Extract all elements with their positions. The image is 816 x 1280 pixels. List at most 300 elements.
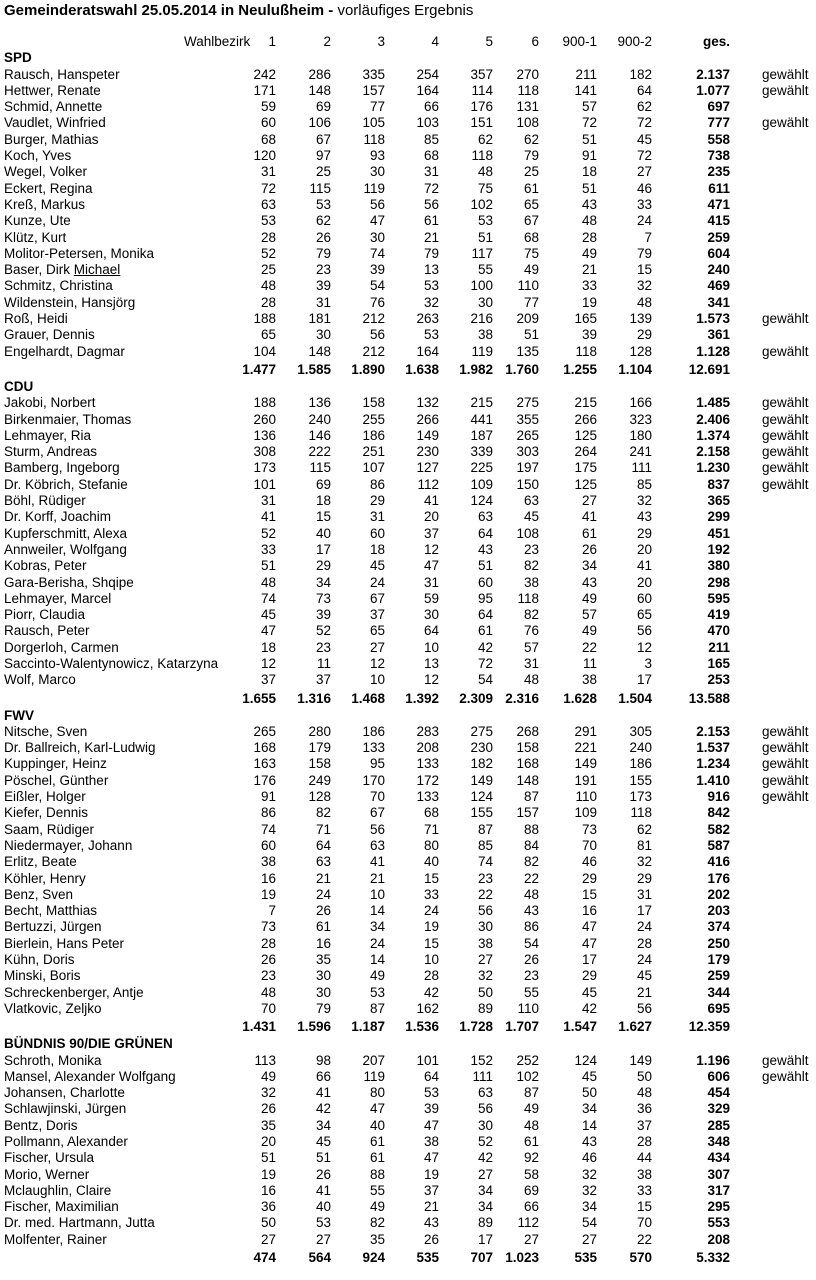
district-votes: 182 bbox=[629, 66, 652, 82]
party-total: 12.359 bbox=[688, 1019, 730, 1035]
district-votes: 60 bbox=[369, 525, 385, 541]
candidate-row bbox=[0, 854, 816, 870]
district-votes: 21 bbox=[315, 870, 331, 886]
district-votes: 63 bbox=[523, 493, 539, 509]
candidate-name bbox=[4, 607, 85, 623]
candidate-row bbox=[0, 344, 816, 360]
district-votes: 49 bbox=[260, 1068, 276, 1084]
district-votes: 101 bbox=[253, 476, 276, 492]
district-votes: 158 bbox=[362, 395, 385, 411]
district-votes: 38 bbox=[477, 935, 493, 951]
district-votes: 32 bbox=[636, 278, 652, 294]
district-votes: 105 bbox=[362, 115, 385, 131]
district-votes: 23 bbox=[523, 541, 539, 557]
district-votes: 186 bbox=[362, 427, 385, 443]
district-votes: 182 bbox=[470, 756, 493, 772]
district-votes: 149 bbox=[574, 756, 597, 772]
district-votes: 57 bbox=[523, 639, 539, 655]
district-votes: 128 bbox=[629, 343, 652, 359]
district-votes: 35 bbox=[260, 1117, 276, 1133]
district-votes: 30 bbox=[477, 919, 493, 935]
candidate-total: 1.077 bbox=[696, 82, 730, 98]
candidate-row bbox=[0, 591, 816, 607]
district-votes: 21 bbox=[581, 262, 597, 278]
district-votes: 47 bbox=[581, 919, 597, 935]
party-sum-row bbox=[0, 360, 816, 379]
district-votes: 30 bbox=[477, 1117, 493, 1133]
district-votes: 47 bbox=[369, 1101, 385, 1117]
district-votes: 79 bbox=[315, 1000, 331, 1016]
district-votes: 53 bbox=[423, 327, 439, 343]
district-votes: 166 bbox=[629, 395, 652, 411]
party-header-row bbox=[0, 50, 816, 66]
district-votes: 49 bbox=[369, 1199, 385, 1215]
district-votes: 48 bbox=[260, 984, 276, 1000]
district-votes: 251 bbox=[362, 444, 385, 460]
district-votes: 308 bbox=[253, 444, 276, 460]
candidate-name-underlined: Michael bbox=[73, 262, 121, 278]
candidate-name-text: Vlatkovic, Zeljko bbox=[4, 1000, 102, 1016]
candidate-row bbox=[0, 132, 816, 148]
candidate-total: 299 bbox=[707, 509, 730, 525]
district-votes: 95 bbox=[477, 590, 493, 606]
district-votes: 45 bbox=[636, 968, 652, 984]
party-sum-row bbox=[0, 689, 816, 708]
column-header: 900-1 bbox=[562, 34, 597, 49]
district-votes: 82 bbox=[315, 805, 331, 821]
district-votes: 30 bbox=[315, 327, 331, 343]
candidate-row bbox=[0, 623, 816, 639]
candidate-name bbox=[4, 1232, 107, 1248]
candidate-total: 259 bbox=[707, 968, 730, 984]
district-votes: 118 bbox=[363, 131, 385, 147]
district-votes: 132 bbox=[416, 395, 439, 411]
district-votes: 22 bbox=[636, 1231, 652, 1247]
district-votes: 74 bbox=[260, 590, 276, 606]
district-votes: 36 bbox=[260, 1199, 276, 1215]
district-votes: 149 bbox=[470, 772, 493, 788]
district-votes: 31 bbox=[260, 493, 276, 509]
district-votes: 75 bbox=[523, 245, 539, 261]
candidate-name bbox=[4, 181, 93, 197]
district-votes: 225 bbox=[470, 460, 493, 476]
candidate-name bbox=[4, 477, 128, 493]
district-votes: 155 bbox=[629, 772, 652, 788]
district-votes: 275 bbox=[516, 395, 539, 411]
district-votes: 23 bbox=[260, 968, 276, 984]
elected-status: gewählt bbox=[762, 723, 809, 739]
district-votes: 31 bbox=[423, 164, 439, 180]
district-votes: 34 bbox=[581, 1199, 597, 1215]
district-votes: 42 bbox=[581, 1000, 597, 1016]
district-votes: 48 bbox=[477, 164, 493, 180]
district-sum: 1.431 bbox=[242, 1019, 276, 1035]
candidate-row bbox=[0, 148, 816, 164]
district-votes: 26 bbox=[581, 541, 597, 557]
candidate-name-text: Annweiler, Wolfgang bbox=[4, 541, 127, 557]
district-votes: 15 bbox=[636, 1199, 652, 1215]
district-votes: 29 bbox=[369, 493, 385, 509]
district-votes: 52 bbox=[315, 623, 331, 639]
district-votes: 12 bbox=[636, 639, 652, 655]
district-votes: 38 bbox=[477, 327, 493, 343]
candidate-total: 415 bbox=[707, 213, 730, 229]
candidate-name bbox=[4, 724, 87, 740]
candidate-name bbox=[4, 493, 86, 509]
district-votes: 152 bbox=[470, 1052, 493, 1068]
party-name: FWV bbox=[4, 707, 34, 723]
district-votes: 20 bbox=[260, 1134, 276, 1149]
district-votes: 339 bbox=[470, 444, 493, 460]
candidate-name-text: Burger, Mathias bbox=[4, 131, 99, 147]
district-votes: 87 bbox=[369, 1000, 385, 1016]
district-votes: 86 bbox=[369, 476, 385, 492]
candidate-name bbox=[4, 1150, 94, 1166]
district-votes: 148 bbox=[308, 82, 331, 98]
candidate-name bbox=[4, 311, 68, 327]
district-votes: 46 bbox=[581, 1150, 597, 1166]
district-votes: 88 bbox=[523, 821, 539, 837]
candidate-total: 203 bbox=[707, 903, 730, 919]
column-header-row bbox=[0, 34, 816, 50]
district-votes: 240 bbox=[308, 411, 331, 427]
candidate-row bbox=[0, 575, 816, 591]
district-votes: 26 bbox=[315, 1166, 331, 1182]
district-votes: 82 bbox=[523, 854, 539, 870]
district-votes: 13 bbox=[423, 655, 439, 671]
candidate-name-text: Pöschel, Günther bbox=[4, 772, 109, 788]
district-votes: 36 bbox=[636, 1101, 652, 1117]
district-sum: 1.728 bbox=[459, 1019, 493, 1035]
candidate-name-text: Klütz, Kurt bbox=[4, 229, 67, 245]
district-votes: 79 bbox=[423, 245, 439, 261]
district-votes: 30 bbox=[315, 968, 331, 984]
district-votes: 66 bbox=[315, 1068, 331, 1084]
candidate-row bbox=[0, 838, 816, 854]
district-votes: 27 bbox=[523, 1231, 539, 1247]
district-sum: 1.392 bbox=[405, 690, 439, 706]
district-votes: 24 bbox=[423, 903, 439, 919]
district-votes: 76 bbox=[369, 294, 385, 310]
district-votes: 25 bbox=[523, 164, 539, 180]
district-votes: 30 bbox=[315, 984, 331, 1000]
district-sum: 1.547 bbox=[563, 1019, 597, 1035]
district-votes: 110 bbox=[517, 1000, 539, 1016]
candidate-row bbox=[0, 903, 816, 919]
district-votes: 79 bbox=[315, 245, 331, 261]
candidate-name-text: Dr. Korff, Joachim bbox=[4, 509, 112, 525]
district-votes: 70 bbox=[260, 1000, 276, 1016]
candidate-name-text: Wolf, Marco bbox=[4, 672, 76, 688]
district-votes: 53 bbox=[315, 196, 331, 212]
elected-status: gewählt bbox=[762, 82, 809, 98]
district-votes: 28 bbox=[423, 968, 439, 984]
district-votes: 72 bbox=[477, 655, 493, 671]
district-votes: 175 bbox=[574, 460, 597, 476]
elected-status: gewählt bbox=[762, 1068, 809, 1084]
district-votes: 157 bbox=[362, 82, 385, 98]
district-votes: 51 bbox=[260, 1150, 276, 1166]
district-votes: 35 bbox=[315, 952, 331, 968]
district-votes: 41 bbox=[369, 854, 385, 870]
candidate-name-text: Böhl, Rüdiger bbox=[4, 493, 86, 509]
candidate-name bbox=[4, 412, 131, 428]
candidate-row bbox=[0, 1232, 816, 1248]
district-votes: 19 bbox=[423, 1166, 439, 1182]
district-votes: 37 bbox=[636, 1117, 652, 1133]
district-votes: 63 bbox=[315, 854, 331, 870]
candidate-name-text: Pollmann, Alexander bbox=[4, 1134, 128, 1149]
district-votes: 26 bbox=[423, 1231, 439, 1247]
district-votes: 89 bbox=[477, 1215, 493, 1231]
candidate-name bbox=[4, 1199, 119, 1215]
candidate-name-text: Kuppinger, Heinz bbox=[4, 756, 107, 772]
candidate-row bbox=[0, 509, 816, 525]
district-votes: 40 bbox=[369, 1117, 385, 1133]
candidate-total: 295 bbox=[707, 1199, 730, 1215]
district-votes: 265 bbox=[516, 427, 539, 443]
district-votes: 95 bbox=[369, 756, 385, 772]
district-votes: 53 bbox=[477, 213, 493, 229]
district-votes: 127 bbox=[416, 460, 439, 476]
district-votes: 150 bbox=[516, 476, 539, 492]
candidate-row bbox=[0, 1101, 816, 1117]
district-votes: 62 bbox=[477, 131, 493, 147]
candidate-name-text: Kiefer, Dennis bbox=[4, 805, 89, 821]
elected-status: gewählt bbox=[762, 427, 809, 443]
candidate-row bbox=[0, 295, 816, 311]
candidate-name bbox=[4, 672, 76, 688]
district-votes: 21 bbox=[636, 984, 652, 1000]
district-votes: 58 bbox=[523, 1166, 539, 1182]
district-votes: 40 bbox=[315, 1199, 331, 1215]
district-votes: 155 bbox=[470, 805, 493, 821]
candidate-name-text: Jakobi, Norbert bbox=[4, 395, 96, 411]
party-header-row bbox=[0, 1036, 816, 1052]
district-votes: 38 bbox=[523, 574, 539, 590]
candidate-name bbox=[4, 1101, 126, 1117]
candidate-row bbox=[0, 985, 816, 1001]
district-sum: 570 bbox=[629, 1250, 652, 1266]
district-votes: 43 bbox=[523, 903, 539, 919]
district-votes: 33 bbox=[260, 541, 276, 557]
candidate-name-text: Fischer, Maximilian bbox=[4, 1199, 119, 1215]
district-votes: 120 bbox=[253, 148, 276, 164]
candidate-total: 380 bbox=[707, 558, 730, 574]
district-votes: 56 bbox=[477, 1101, 493, 1117]
district-votes: 43 bbox=[477, 541, 493, 557]
candidate-name bbox=[4, 444, 97, 460]
candidate-row bbox=[0, 558, 816, 574]
district-votes: 19 bbox=[581, 294, 597, 310]
district-votes: 56 bbox=[369, 327, 385, 343]
party-header-row bbox=[0, 379, 816, 395]
district-votes: 39 bbox=[581, 327, 597, 343]
district-votes: 74 bbox=[477, 854, 493, 870]
candidate-name bbox=[4, 230, 66, 246]
candidate-row bbox=[0, 542, 816, 558]
candidate-row bbox=[0, 327, 816, 343]
district-votes: 56 bbox=[477, 903, 493, 919]
party-total: 12.691 bbox=[688, 361, 730, 377]
district-votes: 15 bbox=[423, 935, 439, 951]
district-votes: 34 bbox=[581, 1101, 597, 1117]
district-votes: 32 bbox=[581, 1182, 597, 1198]
district-votes: 135 bbox=[516, 343, 539, 359]
district-votes: 118 bbox=[517, 590, 539, 606]
district-votes: 50 bbox=[581, 1085, 597, 1101]
district-votes: 112 bbox=[417, 476, 439, 492]
district-votes: 43 bbox=[581, 574, 597, 590]
candidate-name-text: Birkenmaier, Thomas bbox=[4, 411, 132, 427]
district-votes: 158 bbox=[308, 756, 331, 772]
candidate-row bbox=[0, 773, 816, 789]
candidate-row bbox=[0, 444, 816, 460]
district-votes: 104 bbox=[253, 343, 276, 359]
candidate-name-text: Saccinto-Walentynowicz, Katarzyna bbox=[4, 655, 219, 671]
district-votes: 31 bbox=[369, 509, 385, 525]
district-votes: 168 bbox=[253, 740, 276, 756]
district-votes: 84 bbox=[523, 837, 539, 853]
district-votes: 56 bbox=[636, 623, 652, 639]
elected-status: gewählt bbox=[762, 444, 809, 460]
district-votes: 110 bbox=[517, 278, 539, 294]
district-sum: 924 bbox=[362, 1250, 385, 1266]
district-votes: 65 bbox=[636, 607, 652, 623]
district-votes: 51 bbox=[260, 558, 276, 574]
candidate-total: 165 bbox=[707, 655, 730, 671]
district-votes: 54 bbox=[581, 1215, 597, 1231]
candidate-total: 837 bbox=[707, 476, 730, 492]
candidate-name-text: Molfenter, Rainer bbox=[4, 1231, 107, 1247]
district-votes: 51 bbox=[523, 327, 539, 343]
district-votes: 266 bbox=[574, 411, 597, 427]
district-votes: 124 bbox=[470, 789, 493, 805]
candidate-name-text: Saam, Rüdiger bbox=[4, 821, 95, 837]
candidate-name bbox=[4, 789, 86, 805]
candidate-total: 365 bbox=[707, 493, 730, 509]
candidate-name-text: Molitor-Petersen, Monika bbox=[4, 245, 155, 261]
district-votes: 24 bbox=[369, 935, 385, 951]
district-votes: 3 bbox=[644, 655, 652, 671]
candidate-name bbox=[4, 542, 127, 558]
district-votes: 265 bbox=[253, 723, 276, 739]
party-name: CDU bbox=[4, 378, 34, 394]
candidate-row bbox=[0, 526, 816, 542]
district-votes: 106 bbox=[308, 115, 331, 131]
district-votes: 76 bbox=[523, 623, 539, 639]
district-votes: 32 bbox=[423, 294, 439, 310]
district-votes: 29 bbox=[636, 870, 652, 886]
district-votes: 270 bbox=[516, 66, 539, 82]
candidate-name-text: Kupferschmitt, Alexa bbox=[4, 525, 128, 541]
candidate-name-text: Fischer, Ursula bbox=[4, 1150, 95, 1166]
district-votes: 53 bbox=[369, 984, 385, 1000]
candidate-total: 329 bbox=[707, 1101, 730, 1117]
district-votes: 53 bbox=[315, 1215, 331, 1231]
district-votes: 56 bbox=[369, 821, 385, 837]
district-votes: 57 bbox=[581, 99, 597, 115]
district-votes: 48 bbox=[523, 886, 539, 902]
district-votes: 162 bbox=[416, 1000, 439, 1016]
candidate-name-text: Dorgerloh, Carmen bbox=[4, 639, 119, 655]
district-votes: 215 bbox=[470, 395, 493, 411]
district-votes: 13 bbox=[423, 262, 439, 278]
candidate-row bbox=[0, 1085, 816, 1101]
district-votes: 291 bbox=[574, 723, 597, 739]
district-votes: 188 bbox=[253, 311, 276, 327]
elected-status: gewählt bbox=[762, 740, 809, 756]
district-votes: 323 bbox=[629, 411, 652, 427]
district-votes: 41 bbox=[423, 493, 439, 509]
district-votes: 52 bbox=[260, 525, 276, 541]
district-votes: 48 bbox=[523, 1117, 539, 1133]
district-votes: 88 bbox=[369, 1166, 385, 1182]
district-votes: 11 bbox=[316, 655, 331, 671]
district-votes: 335 bbox=[362, 66, 385, 82]
district-sum: 535 bbox=[574, 1250, 597, 1266]
district-votes: 47 bbox=[369, 213, 385, 229]
district-votes: 85 bbox=[423, 131, 439, 147]
candidate-name-text: Johansen, Charlotte bbox=[4, 1085, 125, 1101]
district-votes: 86 bbox=[523, 919, 539, 935]
candidate-total: 202 bbox=[707, 886, 730, 902]
district-votes: 38 bbox=[423, 1134, 439, 1149]
elected-status: gewählt bbox=[762, 1052, 809, 1068]
candidate-name bbox=[4, 871, 86, 887]
district-votes: 115 bbox=[309, 180, 331, 196]
district-votes: 208 bbox=[416, 740, 439, 756]
district-votes: 112 bbox=[517, 1215, 539, 1231]
candidate-name-text: Gara-Berisha, Shqipe bbox=[4, 574, 134, 590]
district-votes: 53 bbox=[423, 1085, 439, 1101]
district-votes: 60 bbox=[477, 574, 493, 590]
district-votes: 80 bbox=[423, 837, 439, 853]
district-votes: 54 bbox=[369, 278, 385, 294]
district-sum: 1.585 bbox=[297, 361, 331, 377]
candidate-total: 317 bbox=[707, 1182, 730, 1198]
district-votes: 27 bbox=[315, 1231, 331, 1247]
district-votes: 27 bbox=[477, 952, 493, 968]
candidate-name-text: Kühn, Doris bbox=[4, 952, 75, 968]
district-votes: 14 bbox=[369, 952, 385, 968]
district-votes: 31 bbox=[315, 294, 331, 310]
district-votes: 26 bbox=[523, 952, 539, 968]
district-votes: 51 bbox=[477, 229, 493, 245]
candidate-name-text: Benz, Sven bbox=[4, 886, 74, 902]
candidate-total: 1.374 bbox=[696, 427, 730, 443]
candidate-row bbox=[0, 724, 816, 740]
candidate-row bbox=[0, 822, 816, 838]
district-votes: 49 bbox=[581, 590, 597, 606]
district-votes: 149 bbox=[416, 427, 439, 443]
candidate-row bbox=[0, 181, 816, 197]
candidate-total: 1.128 bbox=[696, 343, 730, 359]
candidate-name bbox=[4, 509, 111, 525]
district-votes: 12 bbox=[423, 541, 439, 557]
candidate-total: 250 bbox=[707, 935, 730, 951]
district-sum: 1.023 bbox=[505, 1250, 539, 1266]
candidate-total: 553 bbox=[707, 1215, 730, 1231]
district-votes: 47 bbox=[423, 1150, 439, 1166]
candidate-total: 253 bbox=[707, 672, 730, 688]
district-votes: 23 bbox=[315, 262, 331, 278]
candidate-row bbox=[0, 672, 816, 688]
candidate-name-text: Minski, Boris bbox=[4, 968, 81, 984]
candidate-name bbox=[4, 428, 91, 444]
district-votes: 17 bbox=[636, 903, 652, 919]
candidate-total: 341 bbox=[707, 294, 730, 310]
